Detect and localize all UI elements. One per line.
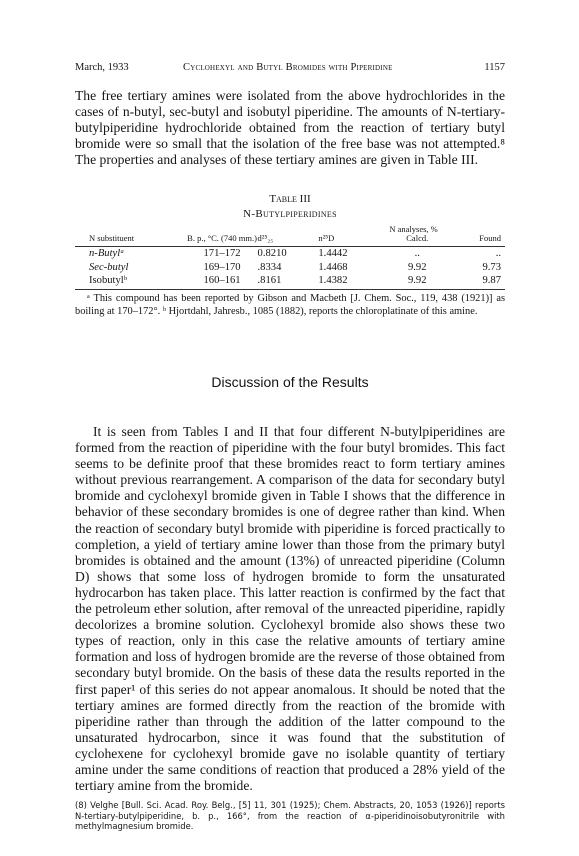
col-header-analyses: N analyses, % xyxy=(389,224,438,234)
cell-calcd: .. xyxy=(414,248,420,259)
running-header xyxy=(75,62,505,76)
cell-calcd: 9.92 xyxy=(407,261,427,273)
reference-footnote: (8) Velghe [Bull. Sci. Acad. Roy. Belg., [5] 11, 301 (1925); Chem. Abstracts, 20, 1053 (1926)] reports N-tertiary-butylpiperidine, b. p., 166°, from the reaction of α-piperidinoisobutyronitrile with methylmagnesium bromide. xyxy=(75,800,505,832)
cell-found: .. xyxy=(495,248,501,259)
table-header-row xyxy=(75,225,505,247)
cell-found: 9.87 xyxy=(445,274,505,289)
cell-refractive: 1.4382 xyxy=(318,274,389,289)
table-row xyxy=(75,247,505,261)
table-title: N-Butylpiperidines xyxy=(243,208,337,220)
cell-bp: 169–170 xyxy=(203,261,241,273)
cell-found: 9.73 xyxy=(482,261,501,273)
cell-substituent: Isobutylᵇ xyxy=(75,274,187,289)
table-row xyxy=(75,274,505,289)
cell-bp: 160–161 xyxy=(187,274,258,289)
col-header-calcd-label: Calcd. xyxy=(406,233,429,243)
cell-bp: 171–172 xyxy=(203,248,241,259)
cell-calcd: 9.92 xyxy=(389,274,445,289)
discussion-paragraph: It is seen from Tables I and II that four different N-butylpiperidines are formed from the reaction of piperidine with the four butyl bromides. This fact seems to be definite proof that these bromides react to form tertiary amines without previous rearrangement. A comparison of the data for secondary butyl bromide and cyclohexyl bromide given in Table I shows that the difference in behavior of these secondary bromides is one of degree rather than kind. When the reaction of secondary butyl bromide with piperidine is forced practically to completion, a yield of tertiary amine lower than those from the primary butyl bromides is obtained and the amount (13%) of unreacted piperidine (Column D) shows that some loss of hydrogen bromide to form the unsaturated hydrocarbon has taken place. This latter reaction is confirmed by the fact that the petroleum ether solution, after removal of the unreacted piperidine, rapidly decolorizes a bromine solution. Cyclohexyl bromide also shows these two types of reaction, only in this case the relative amounts of tertiary amine formation and loss of hydrogen bromide are the reverse of those obtained from secondary butyl bromide. On the basis of these data the results reported in the first paper¹ of this series do not appear anomalous. It should be noted that the tertiary amines are formed directly from the reaction of the bromide with piperidine rather than through the addition of the latter compound to the unsaturated hydrocarbon, since it was found that the substitution of cyclohexene for cyclohexyl bromide gave no isolable quantity of tertiary amine under the same conditions of reaction that produced a 28% yield of the tertiary amine from the bromide. xyxy=(75,424,505,794)
header-date: March, 1933 xyxy=(75,62,129,73)
col-header-calcd xyxy=(389,225,445,247)
intro-paragraph: The free tertiary amines were isolated from the above hydrochlorides in the cases of n-butyl, sec-butyl and isobutyl piperidine. The amounts of N-tertiary-butylpiperidine hydrochloride obtained from the reaction of tertiary butyl bromide were so small that the isolation of the free base was not attempted.⁸ The properties and analyses of these tertiary amines are given in Table III. xyxy=(75,88,505,168)
col-header-refractive: n²⁵D xyxy=(318,225,389,247)
table-footnote: ᵃ This compound has been reported by Gibson and Macbeth [J. Chem. Soc., 119, 438 (1921)] as boiling at 170–172°. ᵇ Hjortdahl, Jahresb., 1085 (1882), reports the chloroplatinate of this amine. xyxy=(75,293,505,317)
header-title: Cyclohexyl and Butyl Bromides with Piperidine xyxy=(183,62,393,73)
col-header-density: d²⁵₂₅ xyxy=(258,225,319,247)
table-label: Table III xyxy=(269,193,311,205)
cell-density: .8161 xyxy=(258,274,319,289)
col-header-found: Found xyxy=(445,225,505,247)
table-row xyxy=(75,261,505,275)
page-number: 1157 xyxy=(484,62,505,73)
cell-refractive: 1.4442 xyxy=(318,248,348,259)
cell-substituent: Sec-butyl xyxy=(89,261,129,273)
cell-substituent: n-Butylᵃ xyxy=(89,248,125,259)
col-header-bp: B. p., °C. (740 mm.) xyxy=(187,225,258,247)
cell-density: 0.8210 xyxy=(257,248,287,259)
section-heading: Discussion of the Results xyxy=(211,374,369,390)
col-header-substituent: N substituent xyxy=(75,225,187,247)
cell-density: .8334 xyxy=(257,261,282,273)
data-table xyxy=(75,225,505,290)
cell-refractive: 1.4468 xyxy=(318,261,348,273)
